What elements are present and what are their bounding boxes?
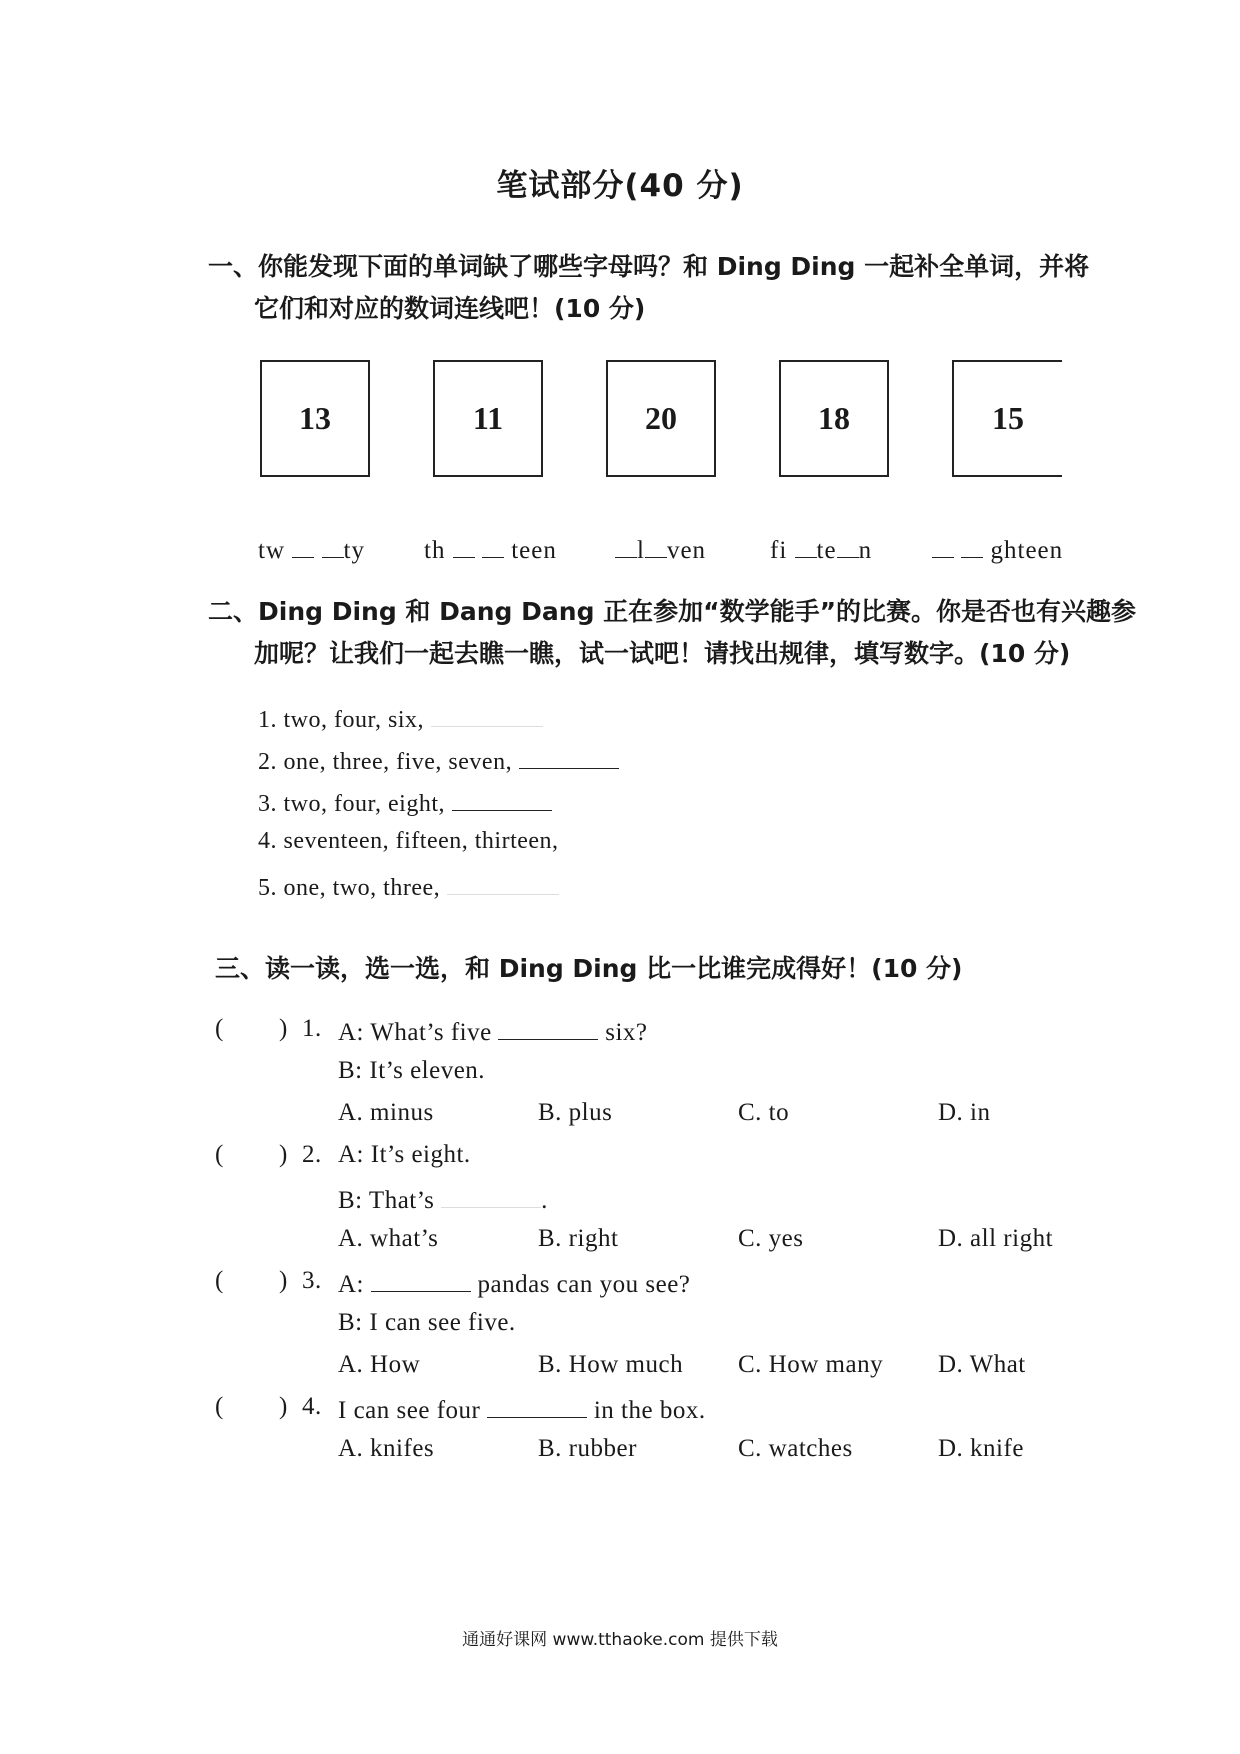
- option: C. to: [738, 1099, 790, 1126]
- word-part: teen: [511, 537, 557, 564]
- question-number: 3.: [302, 1267, 322, 1294]
- option: A. How: [338, 1351, 421, 1378]
- number-box-11: 11: [433, 360, 543, 477]
- sequence-item-2: [258, 744, 619, 776]
- word-part: n: [858, 537, 873, 564]
- letter-blank[interactable]: [932, 533, 954, 558]
- word-part: ty: [343, 537, 365, 564]
- question-text: A:: [338, 1271, 364, 1298]
- option: D. knife: [938, 1435, 1024, 1462]
- option: B. plus: [538, 1099, 613, 1126]
- footer-source: 通通好课网 www.tthaoke.com 提供下载: [462, 1630, 778, 1650]
- question-text: A: What’s five: [338, 1019, 492, 1046]
- section2-heading-line2: 加呢？让我们一起去瞧一瞧，试一试吧！请找出规律，填写数字。(10 分): [254, 639, 1071, 668]
- letter-blank[interactable]: [645, 533, 667, 558]
- sequence-item-5: [258, 870, 559, 902]
- letter-blank[interactable]: [482, 533, 504, 558]
- option: B. How much: [538, 1351, 684, 1378]
- section1-heading-line2: 它们和对应的数词连线吧！(10 分): [254, 294, 646, 323]
- letter-blank[interactable]: [453, 533, 475, 558]
- sequence-text: 3. two, four, eight,: [258, 791, 446, 817]
- option: C. watches: [738, 1435, 853, 1462]
- number-box-18: 18: [779, 360, 889, 477]
- number-box-13: 13: [260, 360, 370, 477]
- answer-blank[interactable]: [452, 786, 552, 811]
- question-line-a: [338, 1393, 706, 1425]
- sequence-text: 1. two, four, six,: [258, 707, 425, 733]
- answer-blank[interactable]: [498, 1015, 598, 1040]
- answer-paren-open: (: [215, 1015, 224, 1042]
- word-part: ven: [666, 537, 707, 564]
- letter-blank[interactable]: [795, 533, 817, 558]
- question-number: 2.: [302, 1141, 322, 1168]
- word-part: l: [637, 537, 645, 564]
- question-text: pandas can you see?: [477, 1271, 691, 1298]
- word-part: te: [816, 537, 837, 564]
- page-title: 笔试部分(40 分): [496, 168, 744, 204]
- answer-paren-close: ): [279, 1267, 288, 1294]
- answer-blank[interactable]: [487, 1393, 587, 1418]
- word-eleven: [615, 533, 706, 565]
- letter-blank[interactable]: [615, 533, 637, 558]
- answer-blank[interactable]: [447, 870, 559, 895]
- sequence-text: 5. one, two, three,: [258, 875, 441, 901]
- word-thirteen: [424, 533, 557, 565]
- question-text: I can see four: [338, 1397, 481, 1424]
- question-number: 1.: [302, 1015, 322, 1042]
- answer-blank[interactable]: [371, 1267, 471, 1292]
- word-part: fi: [770, 537, 788, 564]
- option: C. yes: [738, 1225, 804, 1252]
- section3-heading: 三、读一读，选一选，和 Ding Ding 比一比谁完成得好！(10 分): [215, 954, 963, 983]
- letter-blank[interactable]: [322, 533, 344, 558]
- option: D. in: [938, 1099, 991, 1126]
- option: B. right: [538, 1225, 619, 1252]
- option: A. what’s: [338, 1225, 439, 1252]
- option: D. What: [938, 1351, 1026, 1378]
- sequence-item-1: [258, 702, 543, 734]
- section2-heading-line1: 二、Ding Ding 和 Dang Dang 正在参加“数学能手”的比赛。你是否也有兴趣参: [208, 597, 1137, 626]
- question-number: 4.: [302, 1393, 322, 1420]
- question-line-a: [338, 1015, 648, 1047]
- sequence-item-4: [258, 828, 559, 855]
- word-eighteen: [932, 533, 1063, 565]
- question-text: B: That’s: [338, 1187, 435, 1214]
- sequence-item-3: [258, 786, 552, 818]
- answer-paren-close: ): [279, 1015, 288, 1042]
- word-twenty: [258, 533, 365, 565]
- word-part: ghteen: [990, 537, 1064, 564]
- word-part: th: [424, 537, 446, 564]
- question-line-b: B: It’s eleven.: [338, 1057, 486, 1084]
- answer-paren-close: ): [279, 1141, 288, 1168]
- option: D. all right: [938, 1225, 1054, 1252]
- section1-heading-line1: 一、你能发现下面的单词缺了哪些字母吗？和 Ding Ding 一起补全单词，并将: [208, 252, 1090, 281]
- answer-paren-open: (: [215, 1141, 224, 1168]
- answer-paren-open: (: [215, 1393, 224, 1420]
- question-text: .: [541, 1187, 548, 1214]
- answer-blank[interactable]: [431, 702, 543, 727]
- answer-blank[interactable]: [441, 1183, 541, 1208]
- option: C. How many: [738, 1351, 884, 1378]
- answer-paren-close: ): [279, 1393, 288, 1420]
- question-line-a: [338, 1267, 690, 1299]
- sequence-text: 2. one, three, five, seven,: [258, 749, 513, 775]
- question-text: in the box.: [593, 1397, 706, 1424]
- number-box-20: 20: [606, 360, 716, 477]
- letter-blank[interactable]: [961, 533, 983, 558]
- option: A. knifes: [338, 1435, 435, 1462]
- number-box-15: 15: [952, 360, 1062, 477]
- sequence-text: 4. seventeen, fifteen, thirteen,: [258, 828, 559, 854]
- question-line-a: A: It’s eight.: [338, 1141, 471, 1168]
- word-part: tw: [258, 537, 285, 564]
- letter-blank[interactable]: [292, 533, 314, 558]
- answer-blank[interactable]: [519, 744, 619, 769]
- question-line-b: B: I can see five.: [338, 1309, 516, 1336]
- word-fifteen: [770, 533, 872, 565]
- question-text: six?: [605, 1019, 648, 1046]
- option: B. rubber: [538, 1435, 637, 1462]
- letter-blank[interactable]: [837, 533, 859, 558]
- question-line-b: [338, 1183, 548, 1215]
- answer-paren-open: (: [215, 1267, 224, 1294]
- option: A. minus: [338, 1099, 434, 1126]
